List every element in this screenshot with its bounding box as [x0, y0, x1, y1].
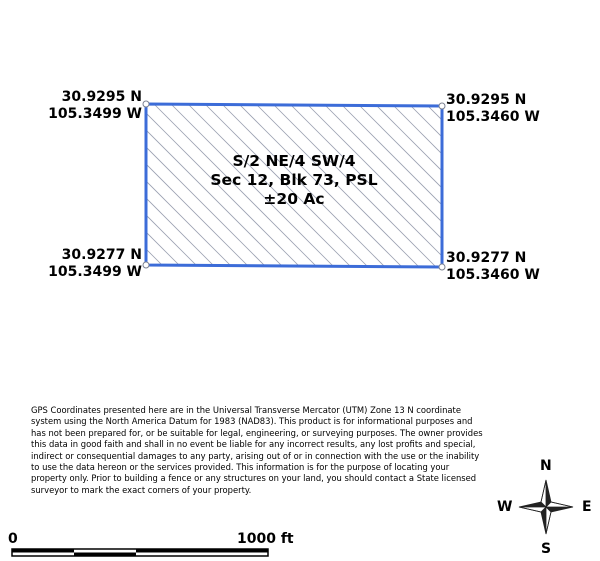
- disclaimer-text: GPS Coordinates presented here are in the Universal Transverse Mercator (UTM) Zone 13 N coordinate system using the North America Datum for 1983 (NAD83). This product is for informational purposes and has not been prepared for, or be suitable for legal, engineering, or surveying purposes. The owner provides this data in good faith and shall in no event be liable for any incorrect results, any lost profits and special, indirect or consequential damages to any party, arising out of or in connection with the use or the inability to use the data hereon or the services provided. This information is for the purpose of locating your property only. Prior to building a fence or any structures on your land, you should contact a State licensed surveyor to mark the exact corners of your property.: [31, 405, 483, 495]
- scale-end-label: 1000 ft: [237, 531, 294, 547]
- corner-sw-marker: [143, 262, 149, 268]
- scale-bar: [12, 549, 268, 556]
- hatch-line: [0, 90, 41, 280]
- corner-se-marker: [439, 264, 445, 270]
- corner-ne-lon: 105.3460 W: [446, 109, 540, 125]
- corner-se-lon: 105.3460 W: [446, 267, 540, 283]
- corner-sw-lon: 105.3499 W: [48, 264, 142, 280]
- compass-north-label: N: [540, 458, 552, 474]
- hatch-line: [0, 90, 126, 280]
- hatch-line: [0, 90, 92, 280]
- parcel-description-line: S/2 NE/4 SW/4: [232, 152, 356, 170]
- scale-bar-segment: [136, 549, 268, 553]
- compass-rose-icon: [519, 480, 573, 534]
- hatch-line: [0, 90, 75, 280]
- hatch-line: [0, 90, 109, 280]
- compass-west-label: W: [497, 499, 513, 515]
- corner-sw-lat: 30.9277 N: [61, 247, 142, 263]
- hatch-line: [0, 90, 24, 280]
- hatch-line: [429, 90, 600, 280]
- hatch-line: [0, 90, 160, 280]
- scale-start-label: 0: [8, 531, 18, 547]
- hatch-line: [0, 90, 58, 280]
- scale-bar-segment: [12, 549, 74, 553]
- scale-bar-segment: [74, 553, 136, 557]
- hatch-line: [0, 90, 7, 280]
- compass-south-label: S: [541, 541, 552, 557]
- hatch-line: [0, 90, 143, 280]
- corner-ne-marker: [439, 103, 445, 109]
- compass-east-label: E: [582, 499, 592, 515]
- parcel-description-line: ±20 Ac: [263, 190, 325, 208]
- corner-se-lat: 30.9277 N: [446, 250, 527, 266]
- corner-nw-lat: 30.9295 N: [61, 89, 142, 105]
- parcel-description-line: Sec 12, Blk 73, PSL: [210, 171, 378, 189]
- corner-ne-lat: 30.9295 N: [446, 92, 527, 108]
- parcel-description: [146, 152, 442, 209]
- hatch-line: [446, 90, 600, 280]
- corner-nw-lon: 105.3499 W: [48, 106, 142, 122]
- corner-nw-marker: [143, 101, 149, 107]
